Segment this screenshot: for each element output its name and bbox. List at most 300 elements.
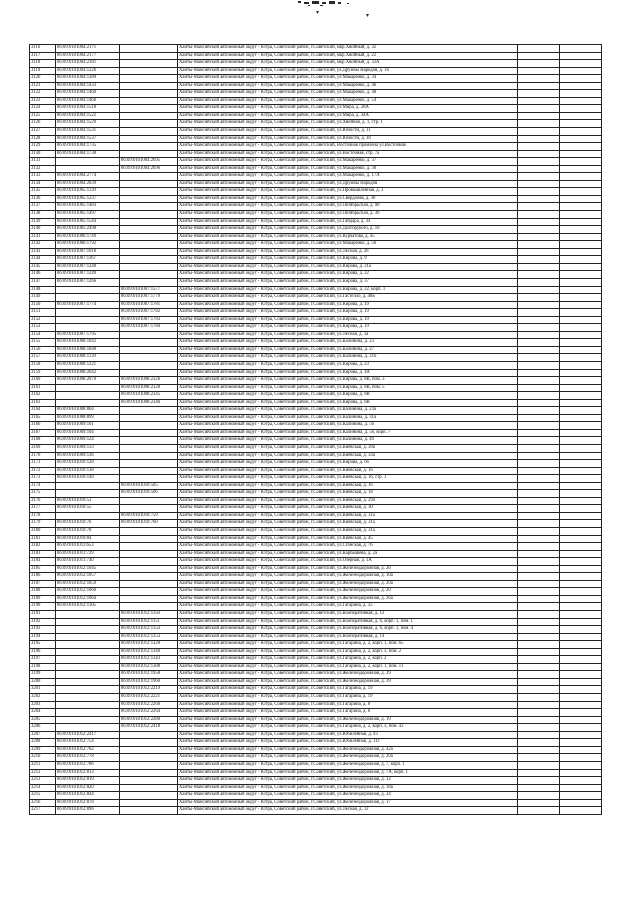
row-number-cell: 3200 [30, 678, 56, 686]
table-row [30, 512, 602, 520]
cadastral-number-cell: 86:09:0101006:1749 [56, 233, 120, 241]
cadastral-number-cell [56, 158, 120, 166]
table-row [30, 354, 602, 362]
empty-cell [518, 180, 560, 188]
cadastral-object-cell: 86:09:0101007:1779 [120, 294, 178, 302]
empty-cell [560, 580, 602, 588]
empty-cell [560, 777, 602, 785]
row-number-cell: 3203 [30, 701, 56, 709]
table-row [30, 543, 602, 551]
cadastral-number-cell: 86:09:0101008:1221 [56, 361, 120, 369]
empty-cell [560, 256, 602, 264]
address-cell: Ханты-Мансийский автономный округ - Югра, Советский район, г.Советский, ул.Железнодорожная, д. 17 [178, 799, 518, 807]
row-number-cell: 3187 [30, 580, 56, 588]
row-number-cell: 3146 [30, 271, 56, 279]
cadastral-number-cell: 86:09:0101004:1389 [56, 75, 120, 83]
cadastral-object-cell: 86:09:0101010:760 [120, 520, 178, 528]
cadastral-object-cell: 86:09:0101004:2696 [120, 165, 178, 173]
cadastral-object-cell [120, 120, 178, 128]
address-cell: Ханты-Мансийский автономный округ - Югра, Советский район, г.Советский, ул.Кирова, д. 19 [178, 309, 518, 317]
cadastral-object-cell [120, 777, 178, 785]
empty-cell [518, 422, 560, 430]
empty-cell [518, 143, 560, 151]
table-row [30, 203, 602, 211]
empty-cell [560, 716, 602, 724]
table-row [30, 769, 602, 777]
row-number-cell: 3141 [30, 233, 56, 241]
address-cell: Ханты-Мансийский автономный округ - Югра, Советский район, г.Советский, ул.Железнодорожная, д. 26 [178, 565, 518, 573]
address-cell: Ханты-Мансийский автономный округ - Югра, Советский район, г.Советский, ул.Макаренко, д. 30 [178, 165, 518, 173]
table-row [30, 377, 602, 385]
cadastral-number-cell: 86:09:0101011:653 [56, 543, 120, 551]
empty-cell [518, 248, 560, 256]
table-row [30, 309, 602, 317]
row-number-cell: 3176 [30, 497, 56, 505]
row-number-cell: 3152 [30, 316, 56, 324]
empty-cell [518, 67, 560, 75]
cadastral-number-cell: 86:09:0101008:2042 [56, 369, 120, 377]
cadastral-object-cell [120, 460, 178, 468]
row-number-cell: 3196 [30, 648, 56, 656]
row-number-cell: 3208 [30, 739, 56, 747]
cadastral-number-cell: 86:09:0101012:762 [56, 746, 120, 754]
cadastral-number-cell: 86:09:0101010:84 [56, 535, 120, 543]
cadastral-number-cell: 86:09:0101010:128 [56, 460, 120, 468]
cadastral-object-cell [120, 444, 178, 452]
table-row [30, 67, 602, 75]
empty-cell [518, 45, 560, 53]
table-row [30, 211, 602, 219]
empty-cell [518, 278, 560, 286]
empty-cell [560, 195, 602, 203]
address-cell: Ханты-Мансийский автономный округ - Югра, Советский район, г.Советский, ул.Октябрьская, д. 90 [178, 203, 518, 211]
cadastral-object-cell [120, 429, 178, 437]
cadastral-object-cell [120, 588, 178, 596]
table-row [30, 128, 602, 136]
row-number-cell: 3183 [30, 550, 56, 558]
cadastral-number-cell: 86:09:0101005:1483 [56, 203, 120, 211]
cadastral-object-cell [120, 407, 178, 415]
table-row [30, 316, 602, 324]
table-row [30, 248, 602, 256]
row-number-cell: 3182 [30, 543, 56, 551]
cadastral-object-cell: 86:09:0101012:2280 [120, 716, 178, 724]
address-cell: Ханты-Мансийский автономный округ - Югра, Советский район, г.Советский, ул.Лесная, д. 12 [178, 807, 518, 815]
empty-cell [518, 188, 560, 196]
empty-cell [560, 286, 602, 294]
empty-cell [518, 331, 560, 339]
cadastral-number-cell [56, 399, 120, 407]
row-number-cell: 3134 [30, 180, 56, 188]
cadastral-object-cell [120, 603, 178, 611]
cadastral-number-cell: 86:09:0101009:104 [56, 429, 120, 437]
empty-cell [518, 543, 560, 551]
empty-cell [560, 429, 602, 437]
row-number-cell: 3195 [30, 641, 56, 649]
address-cell: Ханты-Мансийский автономный округ - Югра, Советский район, г.Советский, ул.Кирова, д. 8В, пом. 3 [178, 377, 518, 385]
address-cell: Ханты-Мансийский автономный округ - Югра, Советский район, г.Советский, ул.Кирова, д. 21а [178, 263, 518, 271]
row-number-cell: 3184 [30, 558, 56, 566]
empty-cell [560, 384, 602, 392]
empty-cell [560, 97, 602, 105]
empty-cell [518, 739, 560, 747]
cadastral-object-cell [120, 799, 178, 807]
address-cell: Ханты-Мансийский автономный округ - Югра, Советский район, г.Советский, мкр.Хвойный, д. 32 [178, 45, 518, 53]
address-cell: Ханты-Мансийский автономный округ - Югра, Советский район, г.Советский, ул.Гагарина, д. 2, корп. 2 [178, 656, 518, 664]
table-row [30, 716, 602, 724]
cadastral-number-cell: 86:09:0101012:844 [56, 792, 120, 800]
empty-cell [560, 648, 602, 656]
row-number-cell: 3131 [30, 158, 56, 166]
cadastral-number-cell: 86:09:0101012:1060 [56, 588, 120, 596]
cadastral-object-cell [120, 528, 178, 536]
address-cell: Ханты-Мансийский автономный округ - Югра, Советский район, г.Советский, ул.Кирова, д. 19 [178, 324, 518, 332]
table-row [30, 497, 602, 505]
table-row [30, 648, 602, 656]
row-number-cell: 3168 [30, 437, 56, 445]
cadastral-number-cell: 86:09:0101010:138 [56, 467, 120, 475]
table-row [30, 331, 602, 339]
cadastral-object-cell [120, 128, 178, 136]
address-cell: Ханты-Мансийский автономный округ - Югра, Советский район, г.Советский, ул.Калинина, д. 27 [178, 346, 518, 354]
empty-cell [560, 143, 602, 151]
empty-cell [560, 422, 602, 430]
cadastral-number-cell: 86:09:0101012:820 [56, 784, 120, 792]
cadastral-object-cell [120, 746, 178, 754]
empty-cell [560, 226, 602, 234]
table-row [30, 580, 602, 588]
table-row [30, 414, 602, 422]
table-row [30, 120, 602, 128]
table-row [30, 535, 602, 543]
cadastral-object-cell: 86:09:0101012:2221 [120, 694, 178, 702]
cadastral-object-cell [120, 263, 178, 271]
cadastral-number-cell [56, 626, 120, 634]
cadastral-number-cell: 86:09:0101009:133 [56, 444, 120, 452]
table-row [30, 294, 602, 302]
cadastral-number-cell: 86:09:0101008:1139 [56, 354, 120, 362]
address-cell: Ханты-Мансийский автономный округ - Югра, Советский район, г.Советский, ул.Макаренко, д. 48 [178, 90, 518, 98]
address-cell: Ханты-Мансийский автономный округ - Югра, Советский район, г.Советский, ул.Дружбы Народов, д. 16 [178, 67, 518, 75]
row-number-cell: 3126 [30, 120, 56, 128]
cadastral-number-cell: 86:09:0101010:76 [56, 520, 120, 528]
empty-cell [518, 263, 560, 271]
row-number-cell: 3155 [30, 339, 56, 347]
empty-cell [560, 701, 602, 709]
cadastral-number-cell [56, 294, 120, 302]
address-cell: Ханты-Мансийский автономный округ - Югра, Советский район, г.Советский, ул.Макаренко, д. 34 [178, 75, 518, 83]
cadastral-number-cell: 86:09:0101007:1795 [56, 331, 120, 339]
row-number-cell: 3198 [30, 663, 56, 671]
table-row [30, 746, 602, 754]
table-row [30, 105, 602, 113]
row-number-cell: 3193 [30, 626, 56, 634]
cadastral-object-cell [120, 52, 178, 60]
row-number-cell: 3163 [30, 399, 56, 407]
row-number-cell: 3147 [30, 278, 56, 286]
cadastral-object-cell [120, 595, 178, 603]
empty-cell [518, 731, 560, 739]
cadastral-number-cell [56, 482, 120, 490]
row-number-cell: 3214 [30, 784, 56, 792]
address-cell: Ханты-Мансийский автономный округ - Югра, Советский район, г.Советский, ул.Юбилейная, д. 93 [178, 731, 518, 739]
address-cell: Ханты-Мансийский автономный округ - Югра, Советский район, г.Советский, ул.Киевская, д. 31а [178, 512, 518, 520]
address-cell: Ханты-Мансийский автономный округ - Югра, Советский район, г.Советский, ул.Кооперативная, д. 14 [178, 633, 518, 641]
table-row [30, 694, 602, 702]
cadastral-object-cell [120, 550, 178, 558]
cadastral-number-cell: 86:09:0101004:2177 [56, 52, 120, 60]
row-number-cell: 3148 [30, 286, 56, 294]
table-row [30, 777, 602, 785]
cadastral-number-cell: 86:09:0101007:1774 [56, 301, 120, 309]
empty-cell [560, 573, 602, 581]
empty-cell [560, 520, 602, 528]
row-number-cell: 3167 [30, 429, 56, 437]
address-cell: Ханты-Мансийский автономный округ - Югра, Советский район, г.Советский, ул.Кирова, д. 19 [178, 316, 518, 324]
address-cell: Ханты-Мансийский автономный округ - Югра, Советский район, г.Советский, ул.Кирова, д. 37 [178, 278, 518, 286]
row-number-cell: 3143 [30, 248, 56, 256]
table-row [30, 475, 602, 483]
cadastral-number-cell: 86:09:0101004:1466 [56, 97, 120, 105]
cadastral-object-cell [120, 339, 178, 347]
row-number-cell: 3165 [30, 414, 56, 422]
cadastral-object-cell: 86:09:0101012:1253 [120, 633, 178, 641]
cadastral-number-cell: 86:09:0101010:55 [56, 505, 120, 513]
cadastral-number-cell: 86:09:0101005:1544 [56, 218, 120, 226]
address-cell: Ханты-Мансийский автономный округ - Югра, Советский район, г.Советский, ул.Кирова, д. 22, корп. 1 [178, 286, 518, 294]
cadastral-number-cell: 86:09:0101005:1139 [56, 188, 120, 196]
address-cell: Ханты-Мансийский автономный округ - Югра, Советский район, г.Советский, ул.Железнодорожная, д. 39 [178, 678, 518, 686]
table-row [30, 173, 602, 181]
address-cell: Ханты-Мансийский автономный округ - Югра, Советский район, г.Советский, ул.Кооперативная, д. 6, корп. 1, пом. 4 [178, 626, 518, 634]
row-number-cell: 3180 [30, 528, 56, 536]
address-cell: Ханты-Мансийский автономный округ - Югра, Советский район, г.Советский, ул.Киевская, д. 31а [178, 528, 518, 536]
cadastral-object-cell: 86:09:0101010:759 [120, 512, 178, 520]
empty-cell [560, 663, 602, 671]
empty-cell [518, 641, 560, 649]
row-number-cell: 3153 [30, 324, 56, 332]
empty-cell [560, 173, 602, 181]
row-number-cell: 3212 [30, 769, 56, 777]
row-number-cell: 3164 [30, 407, 56, 415]
row-number-cell: 3138 [30, 211, 56, 219]
empty-cell [560, 271, 602, 279]
row-number-cell: 3140 [30, 226, 56, 234]
address-cell: Ханты-Мансийский автономный округ - Югра, Советский район, г.Советский, ул.Промышленная, д. 3 [178, 188, 518, 196]
cadastral-object-cell [120, 422, 178, 430]
empty-cell [518, 407, 560, 415]
row-number-cell: 3175 [30, 490, 56, 498]
empty-cell [560, 248, 602, 256]
table-row [30, 701, 602, 709]
empty-cell [560, 67, 602, 75]
cadastral-number-cell: 86:09:0101012:754 [56, 739, 120, 747]
address-cell: Ханты-Мансийский автономный округ - Югра, Советский район, г.Советский, ул.Кирова, д. 22 [178, 271, 518, 279]
cadastral-object-cell [120, 543, 178, 551]
cadastral-object-cell [120, 505, 178, 513]
table-row [30, 784, 602, 792]
table-row [30, 422, 602, 430]
document-table [29, 44, 602, 815]
address-cell: Ханты-Мансийский автономный округ - Югра, Советский район, г.Советский, ул.Лесная, д. 26 [178, 248, 518, 256]
empty-cell [560, 218, 602, 226]
row-number-cell: 3172 [30, 467, 56, 475]
row-number-cell: 3217 [30, 807, 56, 815]
address-cell: Ханты-Мансийский автономный округ - Югра, Советский район, г.Советский, ул.Кирова, д. 23 [178, 361, 518, 369]
table-row [30, 195, 602, 203]
empty-cell [560, 339, 602, 347]
table-row [30, 218, 602, 226]
empty-cell [518, 339, 560, 347]
empty-cell [560, 633, 602, 641]
address-cell: Ханты-Мансийский автономный округ - Югра, Советский район, г.Советский, ул.Гагарина, д. 8 [178, 701, 518, 709]
cadastral-object-cell: 86:09:0101008:2345 [120, 392, 178, 400]
empty-cell [518, 97, 560, 105]
cadastral-object-cell [120, 452, 178, 460]
row-number-cell: 3161 [30, 384, 56, 392]
cadastral-number-cell: 86:09:0101009:124 [56, 437, 120, 445]
cadastral-number-cell: 86:09:0101008:1048 [56, 346, 120, 354]
empty-cell [560, 769, 602, 777]
empty-cell [518, 271, 560, 279]
cadastral-object-cell: 86:09:0101007:1782 [120, 309, 178, 317]
empty-cell [518, 377, 560, 385]
address-cell: Ханты-Мансийский автономный округ - Югра, Советский район, г.Советский, ул.Кирова, д. 4А [178, 369, 518, 377]
row-number-cell: 3144 [30, 256, 56, 264]
row-number-cell: 3186 [30, 573, 56, 581]
empty-cell [518, 550, 560, 558]
address-cell: Ханты-Мансийский автономный округ - Югра, Советский район, г.Советский, ул.Макаренко, д. 46 [178, 82, 518, 90]
empty-cell [518, 475, 560, 483]
cadastral-number-cell [56, 611, 120, 619]
row-number-cell: 3132 [30, 165, 56, 173]
empty-cell [560, 452, 602, 460]
address-cell: Ханты-Мансийский автономный округ - Югра, Советский район, г.Советский, ул.Киевская, д. 45 [178, 535, 518, 543]
address-cell: Ханты-Мансийский автономный округ - Югра, Советский район, г.Советский, ул.Киевская, д. 30 [178, 505, 518, 513]
address-cell: Ханты-Мансийский автономный округ - Югра, Советский район, г.Советский, ул.Киевская, д. 16, стр. 1 [178, 475, 518, 483]
row-number-cell: 3129 [30, 143, 56, 151]
cadastral-number-cell: 86:09:0101008:899 [56, 414, 120, 422]
row-number-cell: 3166 [30, 422, 56, 430]
cadastral-object-cell [120, 226, 178, 234]
table-row [30, 588, 602, 596]
cadastral-number-cell: 86:09:0101004:1735 [56, 143, 120, 151]
cadastral-number-cell: 86:09:0101009:136 [56, 452, 120, 460]
empty-cell [560, 294, 602, 302]
empty-cell [518, 460, 560, 468]
empty-cell [560, 709, 602, 717]
cadastral-number-cell: 86:09:0101007:1248 [56, 263, 120, 271]
empty-cell [518, 226, 560, 234]
cadastral-object-cell [120, 414, 178, 422]
table-row [30, 226, 602, 234]
empty-cell [560, 535, 602, 543]
cadastral-object-cell: 86:09:0101007:1783 [120, 316, 178, 324]
empty-cell [518, 633, 560, 641]
cadastral-number-cell: 86:09:0101009:101 [56, 422, 120, 430]
table-row [30, 52, 602, 60]
empty-cell [560, 45, 602, 53]
empty-cell [518, 444, 560, 452]
empty-cell [560, 686, 602, 694]
table-row [30, 603, 602, 611]
row-number-cell: 3213 [30, 777, 56, 785]
address-cell: Ханты-Мансийский автономный округ - Югра, Советский район, г.Советский, ул.Калинина, д. 31а [178, 414, 518, 422]
empty-cell [560, 505, 602, 513]
cadastral-object-cell: 86:09:0101012:1320 [120, 641, 178, 649]
row-number-cell: 3162 [30, 392, 56, 400]
table-row [30, 180, 602, 188]
row-number-cell: 3177 [30, 505, 56, 513]
cadastral-object-cell: 86:09:0101012:1340 [120, 648, 178, 656]
empty-cell [518, 558, 560, 566]
cadastral-object-cell [120, 497, 178, 505]
table-row [30, 324, 602, 332]
cadastral-object-cell: 86:09:0101010:506 [120, 490, 178, 498]
empty-cell [560, 324, 602, 332]
address-cell: Ханты-Мансийский автономный округ - Югра, Советский район, г.Советский, ул.Железнодорожная, д. 20а [178, 754, 518, 762]
address-cell: Ханты-Мансийский автономный округ - Югра, Советский район, г.Советский, ул.Макаренко, д. 17А [178, 173, 518, 181]
table-row [30, 384, 602, 392]
empty-cell [560, 761, 602, 769]
cadastral-object-cell [120, 331, 178, 339]
address-cell: Ханты-Мансийский автономный округ - Югра, Советский район, г.Советский, ул.Кирова, д. 66 [178, 460, 518, 468]
cadastral-object-cell: 86:09:0101007:1577 [120, 286, 178, 294]
cadastral-number-cell: 86:09:0101012:813 [56, 769, 120, 777]
table-row [30, 444, 602, 452]
empty-cell [560, 550, 602, 558]
address-cell: Ханты-Мансийский автономный округ - Югра, Советский район, г.Советский, ул.Калинина, д. 56 [178, 422, 518, 430]
table-row [30, 626, 602, 634]
empty-cell [560, 641, 602, 649]
row-number-cell: 3142 [30, 241, 56, 249]
address-cell: Ханты-Мансийский автономный округ - Югра, Советский район, г.Советский, ул.Железнодорожная, д. 34 [178, 792, 518, 800]
empty-cell [560, 799, 602, 807]
table-row [30, 595, 602, 603]
table-row [30, 286, 602, 294]
address-cell: Ханты-Мансийский автономный округ - Югра, Советский район, г.Советский, ул.Гагарина, д. 8 [178, 709, 518, 717]
address-cell: Ханты-Мансийский автономный округ - Югра, Советский район, г.Советский, ул.Кирова, д. 8В, пом. 5 [178, 384, 518, 392]
empty-cell [518, 573, 560, 581]
cadastral-number-cell: 86:09:0101012:1057 [56, 573, 120, 581]
empty-cell [518, 648, 560, 656]
empty-cell [518, 82, 560, 90]
empty-cell [560, 309, 602, 317]
table-row [30, 97, 602, 105]
row-number-cell: 3189 [30, 595, 56, 603]
address-cell: Ханты-Мансийский автономный округ - Югра, Советский район, г.Советский, ул.Железнодорожная, д. 26а [178, 595, 518, 603]
empty-cell [560, 467, 602, 475]
cadastral-object-cell [120, 369, 178, 377]
cadastral-number-cell: 86:09:0101012:1059 [56, 580, 120, 588]
empty-cell [560, 399, 602, 407]
address-cell: Ханты-Мансийский автономный округ - Югра, Советский район, г.Советский, ул.Юности, д. 18 [178, 135, 518, 143]
cadastral-object-cell [120, 580, 178, 588]
row-number-cell: 3151 [30, 309, 56, 317]
cadastral-object-cell [120, 233, 178, 241]
address-cell: Ханты-Мансийский автономный округ - Югра, Советский район, г.Советский, мкр.Хвойный, д. 22 [178, 52, 518, 60]
address-cell: Ханты-Мансийский автономный округ - Югра, Советский район, г.Советский, ул.Калинина, д. 23а [178, 407, 518, 415]
empty-cell [560, 346, 602, 354]
address-cell: Ханты-Мансийский автономный округ - Югра, Советский район, г.Советский, ул.Юности, д. 11 [178, 128, 518, 136]
empty-cell [560, 618, 602, 626]
empty-cell [560, 52, 602, 60]
row-number-cell: 3209 [30, 746, 56, 754]
cadastral-object-cell [120, 218, 178, 226]
address-cell: Ханты-Мансийский автономный округ - Югра, Советский район, г.Советский, ул.Гастелло, д. 40Б [178, 294, 518, 302]
cadastral-number-cell [56, 648, 120, 656]
row-number-cell: 3216 [30, 799, 56, 807]
